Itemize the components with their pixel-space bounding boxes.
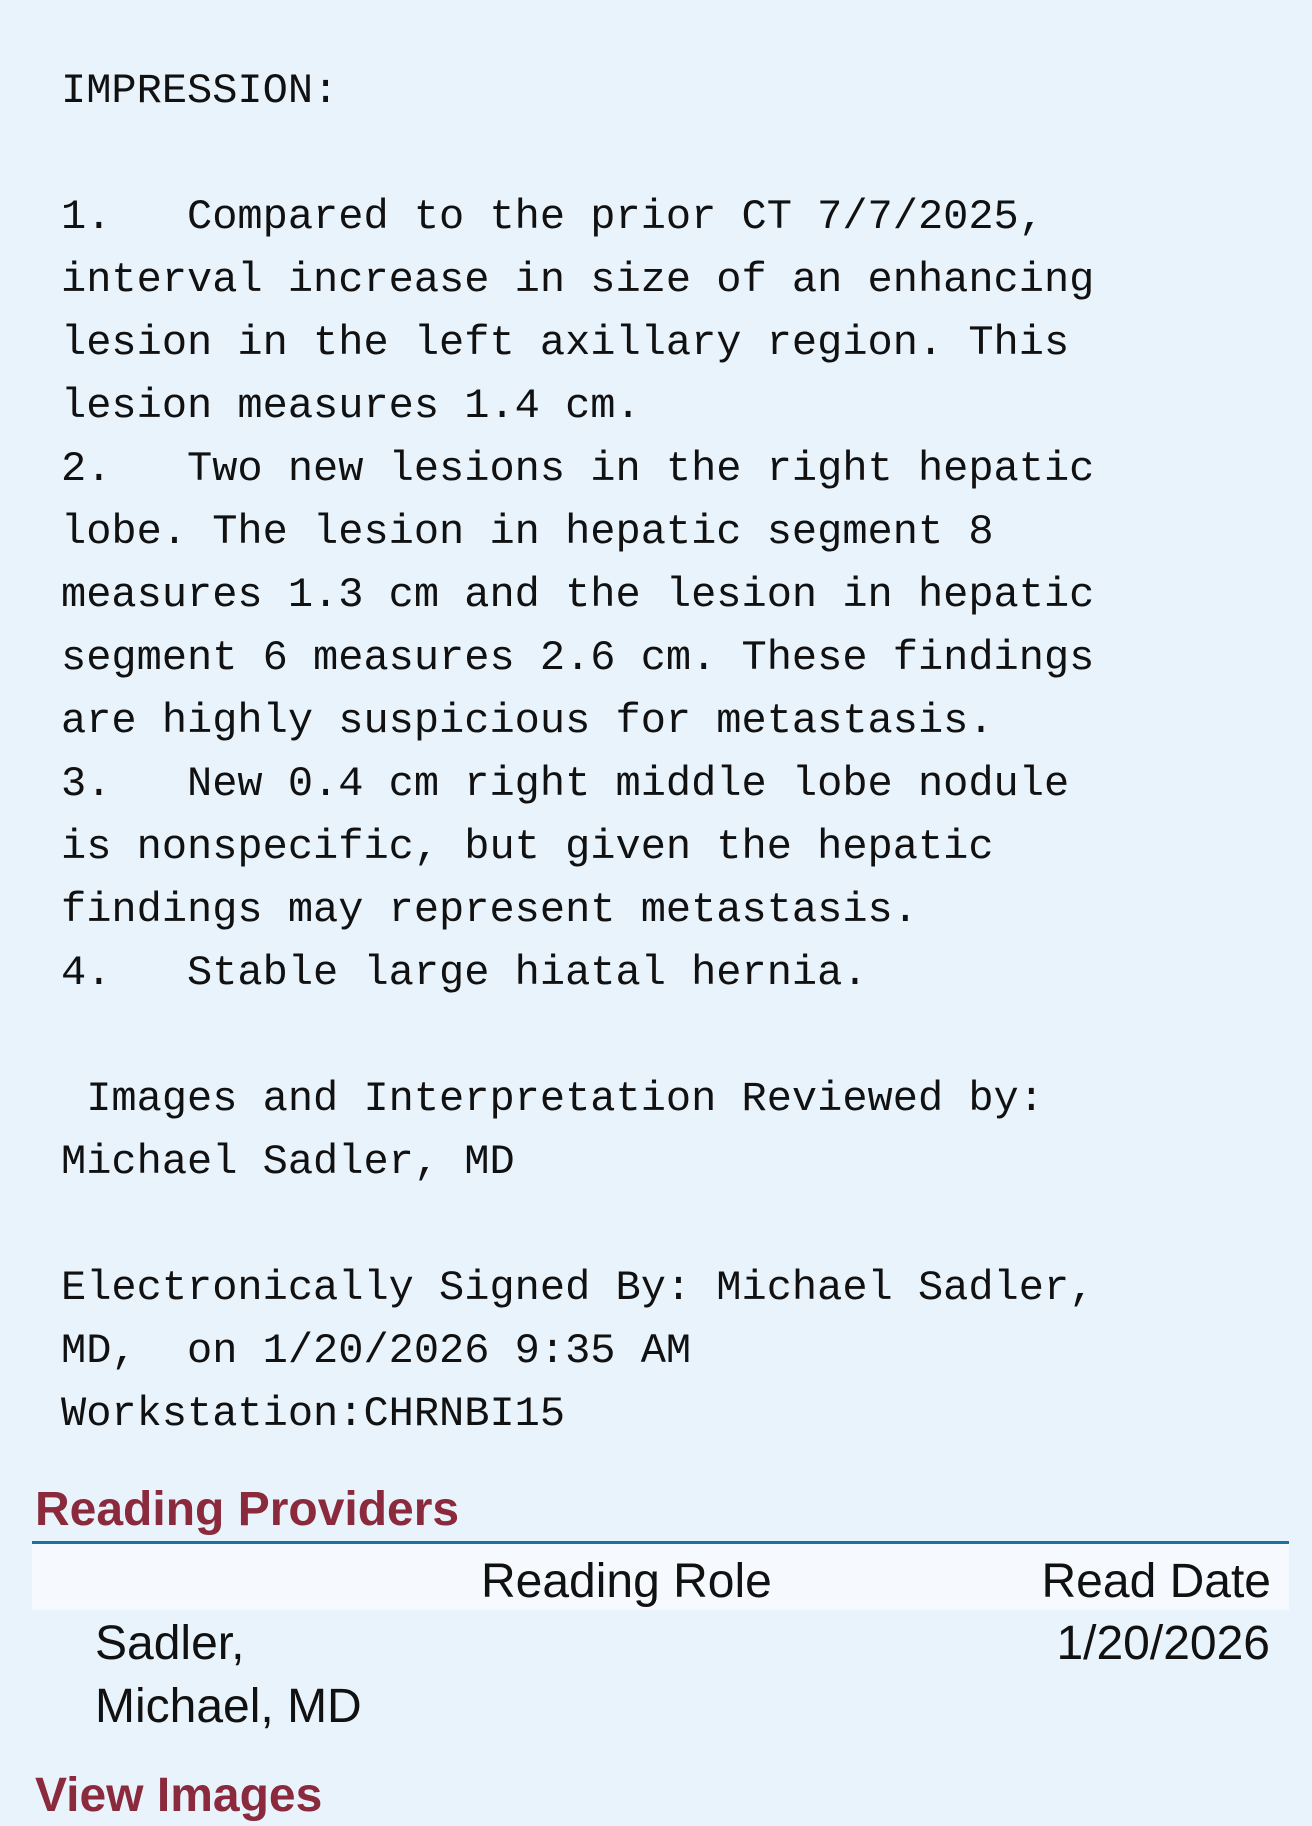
column-header-read-date: Read Date [1041, 1555, 1271, 1608]
reading-providers-heading: Reading Providers [35, 1483, 460, 1536]
provider-name: Sadler, Michael, MD [95, 1617, 362, 1733]
provider-read-date: 1/20/2026 [1056, 1617, 1270, 1670]
report-impression-text: IMPRESSION: 1. Compared to the prior CT 7/7/2025, interval increase in size of an enhancing lesion in the left axillary region. This lesion measures 1.4 cm. 2. Two new lesions in the right hepatic lobe. The lesion in hepatic segment 8 measures 1.3 cm and the lesion in hepatic segment 6 measures 2.6 cm. These findings are highly suspicious for metastasis. 3. New 0.4 cm right middle lobe nodule is nonspecific, but given the hepatic findings may represent metastasis. 4. Stable large hiatal hernia. Images and Interpretation Reviewed by: Michael Sadler, MD Electronically Signed By: Michael Sadler, MD, on 1/20/2026 9:35 AM Workstation:CHRNBI15 [61, 67, 1095, 1438]
view-images-link[interactable]: View Images [35, 1769, 323, 1822]
providers-table-header [32, 1544, 1289, 1610]
column-header-reading-role: Reading Role [481, 1555, 772, 1608]
